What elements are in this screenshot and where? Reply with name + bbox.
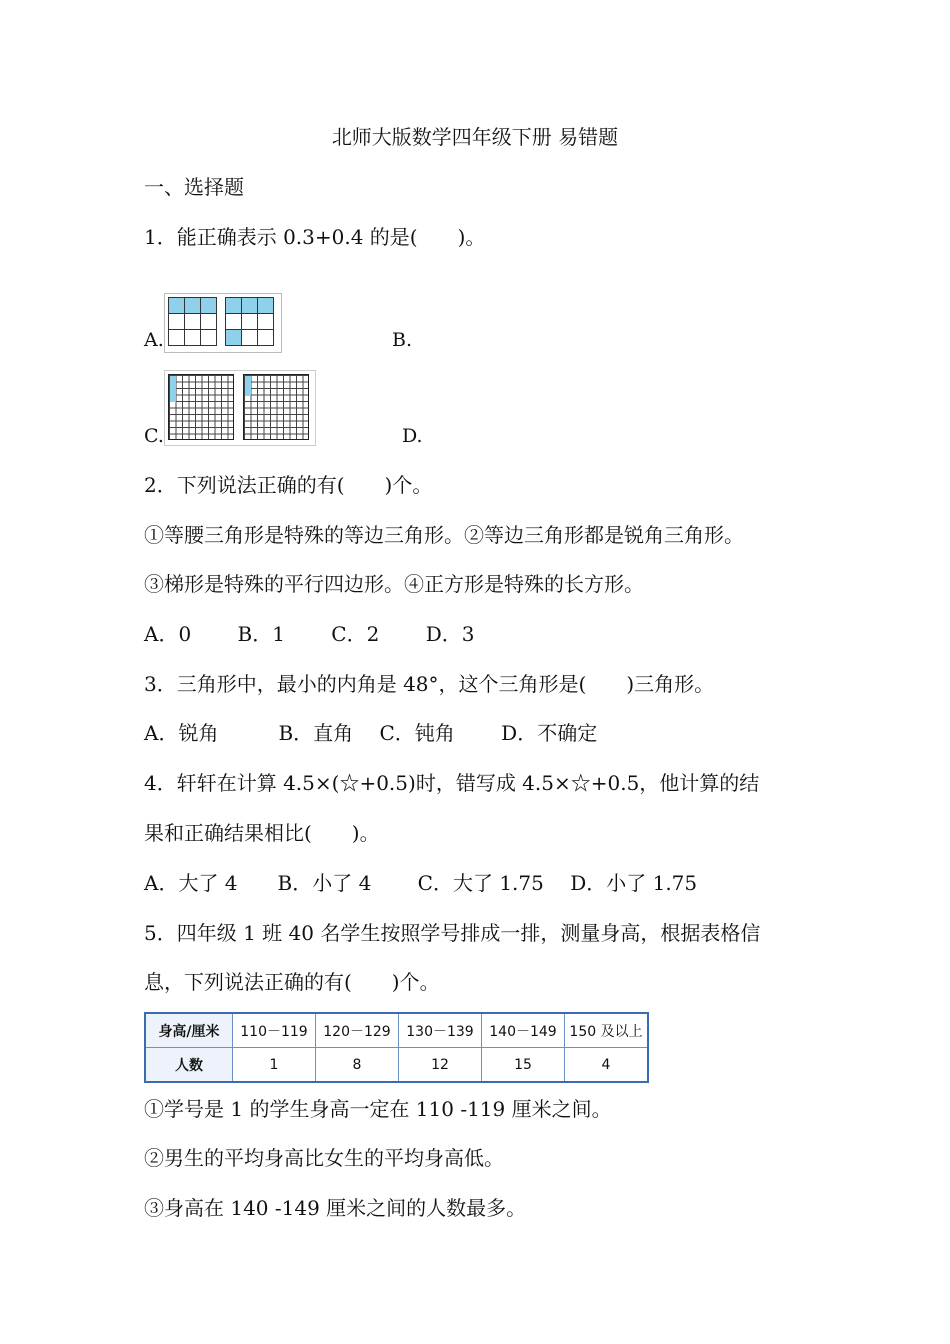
question-5-statement-2: ②男生的平均身高比女生的平均身高低。 (144, 1146, 504, 1170)
grid-3x3-left (168, 297, 217, 346)
question-2-options: A．0 B．1 C．2 D．3 (144, 622, 475, 646)
count-cell: 4 (565, 1048, 649, 1083)
question-5-line-2: 息，下列说法正确的有( )个。 (144, 970, 440, 994)
section-heading: 一、选择题 (144, 175, 244, 199)
count-cell: 12 (399, 1048, 482, 1083)
height-table (144, 1012, 649, 1083)
grid-10x10-left (168, 374, 234, 440)
option-d-label: D. (402, 425, 423, 447)
question-5-statement-1: ①学号是 1 的学生身高一定在 110 -119 厘米之间。 (144, 1097, 612, 1121)
option-c-label: C. (144, 425, 164, 447)
question-4-line-1: 4．轩轩在计算 4.5×(☆+0.5)时，错写成 4.5×☆+0.5，他计算的结 (144, 771, 760, 795)
height-header-label: 身高/厘米 (145, 1013, 233, 1048)
height-table-header-row (145, 1013, 648, 1048)
option-a-figure (164, 293, 282, 353)
question-5-statement-3: ③身高在 140 -149 厘米之间的人数最多。 (144, 1196, 527, 1220)
grid-10x10-right (243, 374, 309, 440)
question-1: 1．能正确表示 0.3+0.4 的是( )。 (144, 225, 486, 249)
option-a-label: A. (144, 329, 164, 351)
height-range-cell: 150 及以上 (565, 1013, 649, 1048)
count-cell: 15 (482, 1048, 565, 1083)
question-4-line-2: 果和正确结果相比( )。 (144, 821, 380, 845)
height-range-cell: 120－129 (316, 1013, 399, 1048)
count-header-label: 人数 (145, 1048, 233, 1083)
height-range-cell: 140－149 (482, 1013, 565, 1048)
grid-3x3-right (225, 297, 274, 346)
grid-10x10-right-fill (245, 376, 251, 396)
question-2-statement-1: ①等腰三角形是特殊的等边三角形。②等边三角形都是锐角三角形。 (144, 523, 744, 547)
question-5-line-1: 5．四年级 1 班 40 名学生按照学号排成一排，测量身高，根据表格信 (144, 921, 761, 945)
option-b-label: B. (392, 329, 413, 351)
height-range-cell: 110－119 (233, 1013, 316, 1048)
option-c-figure (164, 370, 316, 446)
page-title: 北师大版数学四年级下册 易错题 (331, 125, 619, 149)
grid-10x10-left-fill (170, 376, 176, 402)
question-2: 2．下列说法正确的有( )个。 (144, 473, 433, 497)
question-3-options: A．锐角 B．直角 C．钝角 D．不确定 (144, 721, 598, 745)
height-table-count-row (145, 1048, 648, 1083)
question-3: 3．三角形中，最小的内角是 48°，这个三角形是( )三角形。 (144, 672, 715, 696)
count-cell: 8 (316, 1048, 399, 1083)
height-range-cell: 130－139 (399, 1013, 482, 1048)
count-cell: 1 (233, 1048, 316, 1083)
question-4-options: A．大了 4 B．小了 4 C．大了 1.75 D．小了 1.75 (144, 871, 698, 895)
question-2-statement-2: ③梯形是特殊的平行四边形。④正方形是特殊的长方形。 (144, 572, 644, 596)
